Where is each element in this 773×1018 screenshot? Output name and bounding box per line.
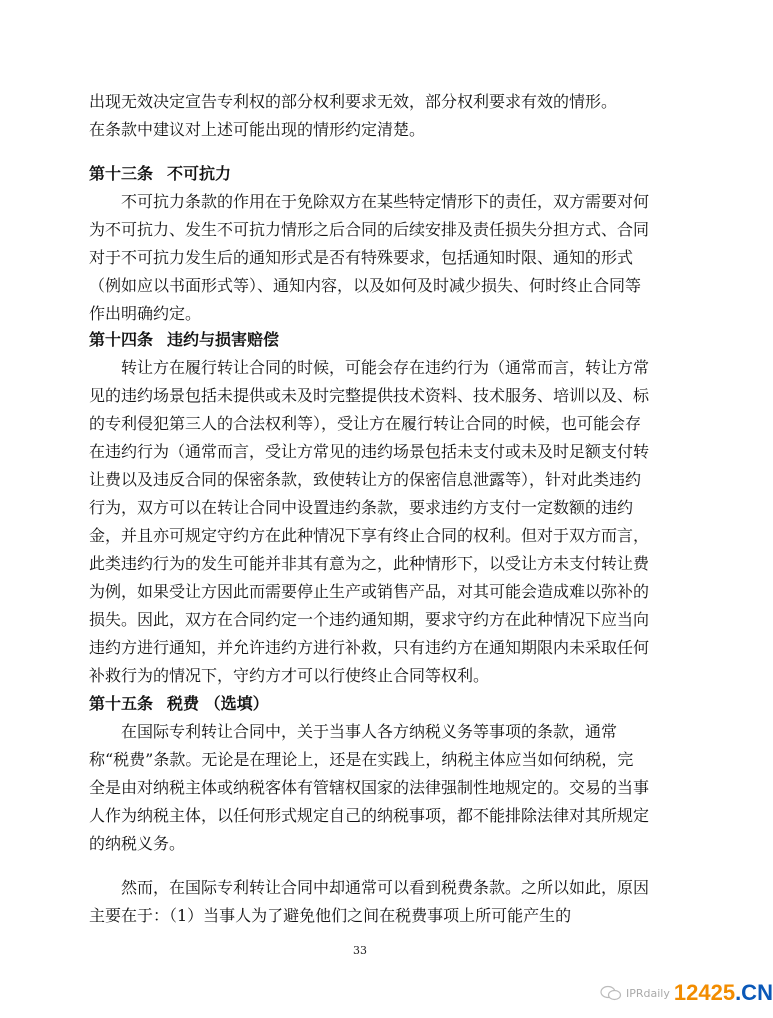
watermark-site-domain: .CN [735,980,773,1005]
intro-line-1: 出现无效决定宣告专利权的部分权利要求无效，部分权利要求有效的情形。 [89,92,618,111]
watermark [600,980,773,1006]
closing-paragraph [89,874,649,930]
closing-text: 然而，在国际专利转让合同中却通常可以看到税费条款。之所以如此，原因主要在于：（1）当事人为了避免他们之间在税费事项上所可能产生的 [89,878,650,925]
article-13-heading [89,160,649,188]
watermark-site-logo [674,980,773,1006]
article-15-number: 第十五条 [89,694,154,713]
wechat-icon [600,985,622,1001]
article-13-body: 不可抗力条款的作用在于免除双方在某些特定情形下的责任，双方需要对何为不可抗力、发生不可抗力情形之后合同的后续安排及责任损失分担方式、合同对于不可抗力发生后的通知形式是否有特殊要求，包括通知时限、通知的形式（例如应以书面形式等）、通知内容，以及如何及时减少损失、何时终止合同等作出明确约定。 [89,192,650,323]
article-15-body: 在国际专利转让合同中，关于当事人各方纳税义务等事项的条款，通常称“税费”条款。无论是在理论上，还是在实践上，纳税主体应当如何纳税，完全是由对纳税主体或纳税客体有管辖权国家的法律强制性地规定的。交易的当事人作为纳税主体，以任何形式规定自己的纳税事项，都不能排除法律对其所规定的纳税义务。 [89,722,650,853]
article-14-body: 转让方在履行转让合同的时候，可能会存在违约行为（通常而言，转让方常见的违约场景包括未提供或未及时完整提供技术资料、技术服务、培训以及、标的专利侵犯第三人的合法权利等），受让方在履行转让合同的时候，也可能会存在违约行为（通常而言，受让方常见的违约场景包括未支付或未及时足额支付转让费以及违反合同的保密条款，致使转让方的保密信息泄露等），针对此类违约行为，双方可以在转让合同中设置违约条款，要求违约方支付一定数额的违约金，并且亦可规定守约方在此种情况下享有终止合同的权利。但对于双方而言，此类违约行为的发生可能并非其有意为之，此种情形下，以受让方未支付转让费为例，如果受让方因此而需要停止生产或销售产品，对其可能会造成难以弥补的损失。因此，双方在合同约定一个违约通知期，要求守约方在此种情况下应当向违约方进行通知，并允许违约方进行补救，只有违约方在通知期限内未采取任何补救行为的情况下，守约方才可以行使终止合同等权利。 [89,358,650,685]
article-14-number: 第十四条 [89,330,154,349]
intro-line-2: 在条款中建议对上述可能出现的情形约定清楚。 [89,120,426,139]
watermark-site-number: 12425 [673,980,736,1005]
article-13 [89,160,649,328]
article-14-title: 违约与损害赔偿 [167,330,280,349]
article-13-title: 不可抗力 [167,164,232,183]
article-13-number: 第十三条 [89,164,154,183]
article-15-title: 税费 （选填） [167,694,269,713]
article-15 [89,690,649,858]
intro-paragraph [89,88,649,144]
watermark-small-text: IPRdaily [626,986,670,1000]
article-14 [89,326,649,690]
article-15-heading [89,690,649,718]
article-14-heading [89,326,649,354]
page-number: 33 [353,944,367,957]
